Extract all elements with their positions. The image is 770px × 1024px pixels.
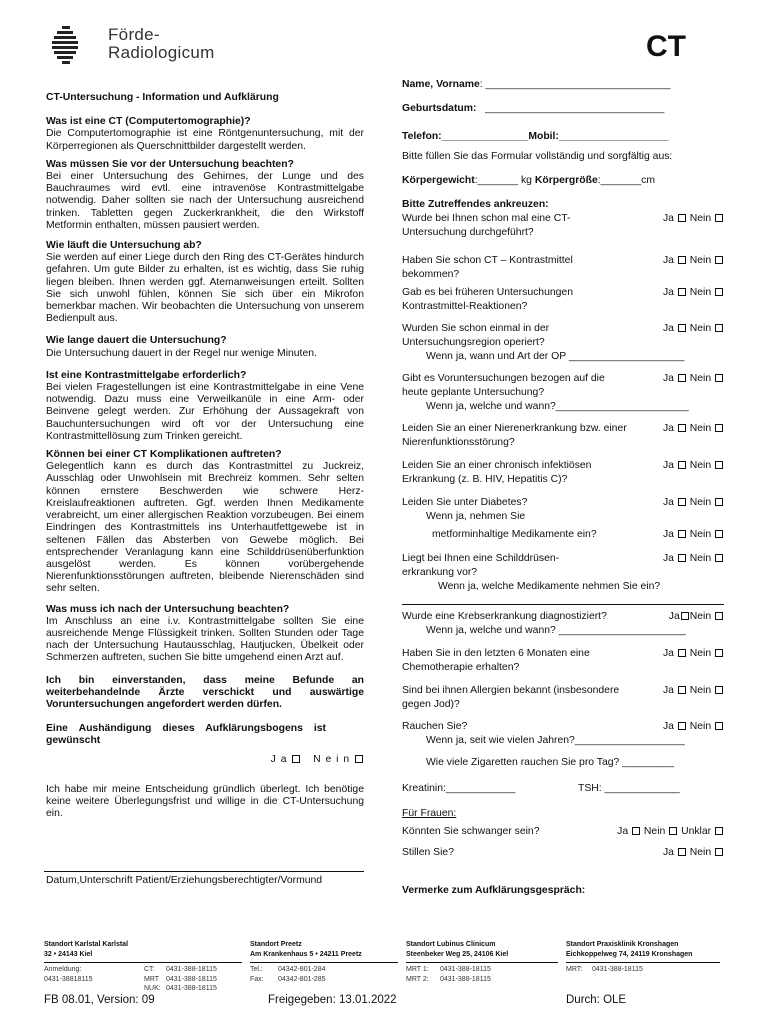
info-heading: CT-Untersuchung - Information und Aufklärung bbox=[46, 92, 279, 103]
section-answer: Sie werden auf einer Liege durch den Ring des CT-Gerätes hindurch gefahren. Um gute Bilder zu erhalten, ist es wichtig, dass Sie ruhig liegen bleiben. Ihnen werden ggf. Atemanweisungen erteilt. Sollten Sie sich unwohl fühlen, können Sie sich über ein Mikrofon bemerkbar machen. Wir beobachten die Untersuchung von unserem Bedienpult aus. bbox=[46, 252, 364, 325]
location-lubinus bbox=[406, 940, 558, 984]
section-question: Wie lange dauert die Untersuchung? bbox=[46, 335, 227, 347]
handout-statement: Eine Aushändigung dieses Aufklärungsbogens ist gewünscht bbox=[46, 723, 326, 747]
section-question: Können bei einer CT Komplikationen auftreten? bbox=[46, 449, 282, 461]
contact-number: 0431-388-18115 bbox=[166, 985, 217, 993]
form-version: FB 08.01, Version: 09 bbox=[44, 994, 155, 1006]
question-reactions bbox=[402, 286, 724, 314]
ja-label: Ja bbox=[662, 213, 674, 224]
info-section bbox=[46, 604, 364, 665]
nein-label: Nein bbox=[689, 287, 712, 298]
info-section bbox=[46, 159, 364, 232]
nein-checkbox[interactable] bbox=[715, 424, 723, 432]
ja-label: Ja bbox=[662, 423, 674, 434]
nein-checkbox[interactable] bbox=[715, 722, 723, 730]
logo-text bbox=[108, 26, 215, 62]
question-text: Könnten Sie schwanger sein? bbox=[402, 826, 540, 837]
nein-label: Nein bbox=[689, 685, 712, 696]
handout-ja-checkbox[interactable] bbox=[292, 755, 300, 763]
ja-checkbox[interactable] bbox=[678, 461, 686, 469]
section-question: Wie läuft die Untersuchung ab? bbox=[46, 240, 202, 252]
nein-checkbox[interactable] bbox=[715, 530, 723, 538]
question-metformin bbox=[402, 528, 724, 542]
contact-number: 0431-388-18115 bbox=[166, 966, 217, 973]
diabetes-sub-text: Wenn ja, nehmen Sie bbox=[426, 511, 526, 522]
question-text: Haben Sie schon CT – Kontrastmittel bekommen? bbox=[402, 255, 573, 280]
ja-label: Ja bbox=[662, 553, 674, 564]
ja-checkbox[interactable] bbox=[678, 374, 686, 382]
notes-label: Vermerke zum Aufklärungsgespräch: bbox=[402, 885, 586, 896]
ja-label: Ja bbox=[662, 648, 674, 659]
logo bbox=[52, 22, 252, 70]
answer-options bbox=[663, 528, 724, 542]
contact-label: MRT bbox=[144, 975, 160, 983]
question-text: Leiden Sie unter Diabetes? bbox=[402, 497, 528, 508]
ja-label: Ja bbox=[662, 847, 674, 858]
section-question: Was ist eine CT (Computertomographie)? bbox=[46, 116, 251, 128]
smoking-count-field[interactable]: Wie viele Zigaretten rauchen Sie pro Tag? _________ bbox=[426, 757, 675, 768]
nein-checkbox[interactable] bbox=[715, 848, 723, 856]
section-answer: Die Computertomographie ist eine Röntgenuntersuchung, mit der Körperregionen als Querschnittbilder dargestellt werden. bbox=[46, 128, 364, 152]
question-text: Sind bei ihnen Allergien bekannt (insbesondere gegen Jod)? bbox=[402, 685, 620, 710]
nein-label: Nein bbox=[689, 648, 712, 659]
question-text: Haben Sie in den letzten 6 Monaten eine Chemotherapie erhalten? bbox=[402, 648, 590, 673]
ja-label: Ja bbox=[662, 373, 674, 384]
nein-label: Nein bbox=[689, 213, 712, 224]
nein-checkbox[interactable] bbox=[715, 612, 723, 620]
nein-label: Nein bbox=[689, 373, 712, 384]
nein-label: Nein bbox=[643, 826, 666, 837]
question-text: Leiden Sie an einer chronisch infektiösen Erkrankung (z. B. HIV, Hepatitis C)? bbox=[402, 460, 592, 485]
location-header bbox=[406, 940, 558, 963]
weight-label: Körpergewicht bbox=[402, 175, 475, 186]
contact-label: Fax: bbox=[250, 975, 264, 983]
nein-checkbox[interactable] bbox=[715, 324, 723, 332]
lab-values[interactable] bbox=[402, 782, 724, 796]
nein-checkbox[interactable] bbox=[715, 649, 723, 657]
location-title: Standort Karlstal Karlstal bbox=[44, 941, 129, 948]
section-answer: Im Anschluss an eine i.v. Kontrastmittelgabe sollten Sie eine ausreichende Menge Flüssigkeit trinken. Sollten Stunden oder Tage nach der Untersuchung Hautausschlag, Hautjucken, Übelkeit oder Schmerzen auftreten, suchen Sie bitte umgehend einen Arzt auf. bbox=[46, 615, 364, 664]
ja-checkbox[interactable] bbox=[678, 554, 686, 562]
nein-label: Nein bbox=[689, 460, 712, 471]
question-text: Liegt bei Ihnen eine Schilddrüsen-erkrankung vor? bbox=[402, 553, 560, 578]
contact-line bbox=[250, 975, 398, 985]
contact-line bbox=[406, 965, 558, 975]
question-text: metforminhaltige Medikamente ein? bbox=[432, 529, 597, 540]
name-line: : ________________________________ bbox=[479, 79, 671, 90]
ja-checkbox[interactable] bbox=[678, 498, 686, 506]
nein-checkbox[interactable] bbox=[715, 374, 723, 382]
answer-options bbox=[669, 610, 724, 624]
handout-ja-label: J a bbox=[270, 753, 288, 765]
location-karlstal bbox=[44, 940, 242, 994]
ja-label: Ja bbox=[662, 721, 674, 732]
location-address: 32 • 24143 Kiel bbox=[44, 950, 93, 958]
info-section bbox=[46, 449, 364, 595]
unklar-checkbox[interactable] bbox=[715, 827, 723, 835]
ja-label: Ja bbox=[662, 497, 674, 508]
answer-options bbox=[663, 372, 724, 386]
question-surgery bbox=[402, 322, 724, 364]
nein-checkbox[interactable] bbox=[715, 686, 723, 694]
location-title: Standort Lubinus Clinicum bbox=[406, 941, 496, 948]
contact-label: Tel.: bbox=[250, 966, 263, 973]
ja-label: Ja bbox=[662, 323, 674, 334]
section-question: Was muss ich nach der Untersuchung beachten? bbox=[46, 603, 290, 615]
contact-number: 0431-388-18115 bbox=[440, 966, 491, 973]
birthdate-line: _______________________________ bbox=[485, 103, 665, 114]
contact-number: 0431-388-18115 bbox=[166, 975, 217, 983]
question-prev-ct bbox=[402, 212, 724, 240]
question-smoking bbox=[402, 720, 724, 748]
logo-line1: Förde- bbox=[108, 25, 160, 44]
question-text: Rauchen Sie? bbox=[402, 721, 468, 732]
info-column bbox=[46, 92, 364, 820]
location-address: Eichkoppelweg 74, 24119 Kronshagen bbox=[566, 950, 693, 958]
height-line: :_______cm bbox=[597, 175, 655, 186]
consent-statement: Ich bin einverstanden, dass meine Befunde an weiterbehandelnde Ärzte verschickt und auswärtige Voruntersuchungen angefordert werden dürfen. bbox=[46, 674, 364, 710]
ja-label: Ja bbox=[662, 287, 674, 298]
location-header bbox=[250, 940, 398, 963]
ja-label: Ja bbox=[662, 685, 674, 696]
answer-options bbox=[663, 254, 724, 268]
location-header bbox=[566, 940, 720, 963]
contact-label: MRT 2: bbox=[406, 975, 429, 983]
contact-label: 0431-38818115 bbox=[44, 975, 93, 983]
document-title: CT bbox=[646, 30, 686, 63]
answer-options bbox=[663, 212, 724, 226]
nein-checkbox[interactable] bbox=[715, 461, 723, 469]
answer-options bbox=[663, 286, 724, 300]
section-divider bbox=[402, 604, 724, 605]
contact-label: MRT 1: bbox=[406, 966, 429, 973]
released-by: Durch: OLE bbox=[566, 994, 627, 1006]
question-infection bbox=[402, 459, 724, 487]
height-label: Körpergröße bbox=[534, 175, 598, 186]
question-text: Leiden Sie an einer Nierenerkrankung bzw. einer Nierenfunktionsstörung? bbox=[402, 423, 627, 448]
women-section-label: Für Frauen: bbox=[402, 808, 457, 819]
question-text: Gab es bei früheren Untersuchungen Kontrastmittel-Reaktionen? bbox=[402, 287, 573, 312]
nein-label: Nein bbox=[689, 529, 712, 540]
ja-checkbox[interactable] bbox=[678, 324, 686, 332]
section-question: Ist eine Kontrastmittelgabe erforderlich? bbox=[46, 369, 247, 381]
contact-number: 0431-388-18115 bbox=[592, 966, 643, 973]
contact-line bbox=[44, 975, 242, 985]
ja-checkbox[interactable] bbox=[678, 214, 686, 222]
nein-checkbox[interactable] bbox=[715, 288, 723, 296]
question-pregnant bbox=[402, 825, 724, 839]
logo-line2: Radiologicum bbox=[108, 43, 215, 62]
section-answer: Bei einer Untersuchung des Gehirnes, der Lunge und des Bauchraumes wird evtl. eine intravenöse Kontrastmittelgabe notwendig. Daher sollten sie nach der Untersuchung ausreichend trinken. Tabletten gegen Zuckerkrankheit, die den Wirkstoff Metformin enthalten, müssen pausiert werden. bbox=[46, 171, 364, 231]
nein-checkbox[interactable] bbox=[715, 498, 723, 506]
release-date: Freigegeben: 13.01.2022 bbox=[268, 994, 397, 1006]
contact-label: CT: bbox=[144, 966, 155, 973]
decision-statement: Ich habe mir meine Entscheidung gründlich überlegt. Ich benötige keine weitere Überlegungsfrist und willige in die CT-Untersuchung ein. bbox=[46, 783, 364, 820]
section-answer: Gelegentlich kann es durch das Kontrastmittel zu Juckreiz, Ausschlag oder Unwohlsein mit Brechreiz kommen. Sehr selten können ernstere Beschwerden wie schwere Herz-Kreislaufreaktionen auftreten. Ggf. werden Ihnen Medikamente verabreicht, um einer allergischen Reaktion vorzubeugen. Bei einem Eindringen des Kontrastmittels ins Unterhautfettgewebe ist in seltenen Fällen das Absterben von Gewebe möglich. Bei entsprechender Veranlagung kann eine Schilddrüsenüberfunktion ausgelöst werden. Es können vorübergehende Nierenfunktionsstörungen auftreten, bleibende Nierenschäden sind sehr selten. bbox=[46, 461, 364, 595]
info-section bbox=[46, 370, 364, 443]
phone-field[interactable]: Telefon:_______________Mobil:___________________ bbox=[402, 131, 669, 142]
prev-exams-detail-field[interactable]: Wenn ja, welche und wann?_______________________ bbox=[426, 401, 689, 412]
contact-line bbox=[44, 965, 242, 975]
info-section bbox=[46, 240, 364, 325]
handout-nein-checkbox[interactable] bbox=[355, 755, 363, 763]
answer-options bbox=[663, 459, 724, 473]
name-field[interactable] bbox=[402, 78, 724, 92]
ja-checkbox[interactable] bbox=[678, 530, 686, 538]
ja-label: Ja bbox=[662, 460, 674, 471]
nein-label: Nein bbox=[689, 323, 712, 334]
tsh-field[interactable]: TSH: _____________ bbox=[578, 783, 680, 794]
nein-label: Nein bbox=[689, 847, 712, 858]
question-text: Wurde eine Krebserkrankung diagnostiziert? bbox=[402, 611, 607, 622]
smoking-years-field[interactable]: Wenn ja, seit wie vielen Jahren?___________________ bbox=[426, 735, 685, 746]
location-title: Standort Preetz bbox=[250, 941, 302, 948]
question-cancer bbox=[402, 610, 724, 638]
question-kidney bbox=[402, 422, 724, 450]
applicable-label: Bitte Zutreffendes ankreuzen: bbox=[402, 199, 549, 210]
contact-label: MRT: bbox=[566, 966, 583, 973]
section-question: Was müssen Sie vor der Untersuchung beachten? bbox=[46, 158, 294, 170]
contact-number: 04342-801-285 bbox=[278, 975, 326, 983]
ja-label: Ja bbox=[617, 826, 629, 837]
question-contrast bbox=[402, 254, 724, 282]
surgery-detail-field[interactable]: Wenn ja, wann und Art der OP ____________________ bbox=[426, 351, 685, 362]
answer-options bbox=[663, 846, 724, 860]
contact-number: 0431-388-18115 bbox=[440, 975, 491, 983]
ja-checkbox[interactable] bbox=[678, 686, 686, 694]
name-label: Name, Vorname bbox=[402, 79, 480, 90]
ja-label: Ja bbox=[662, 529, 674, 540]
question-thyroid bbox=[402, 552, 724, 594]
cancer-detail-field[interactable]: Wenn ja, welche und wann? ______________________ bbox=[426, 625, 686, 636]
nein-label: Nein bbox=[689, 497, 712, 508]
weight-height-field[interactable] bbox=[402, 174, 724, 188]
thyroid-medication-field[interactable]: Wenn ja, welche Medikamente nehmen Sie ein? bbox=[438, 581, 661, 592]
nein-label: Nein bbox=[689, 721, 712, 732]
location-address: Am Krankenhaus 5 • 24211 Preetz bbox=[250, 950, 362, 958]
location-address: Steenbeker Weg 25, 24106 Kiel bbox=[406, 950, 509, 958]
question-prev-exams bbox=[402, 372, 724, 414]
location-kronshagen bbox=[566, 940, 720, 975]
section-answer: Bei vielen Fragestellungen ist eine Kontrastmittelgabe in eine Vene notwendig. Dazu muss eine Verweilkanüle in eine Arm- oder Beinvene gelegt werden. Zur Erhöhung der Aussagekraft von Bauchuntersuchungen wird oft vor der Untersuchung eine Kontrastmittellösung zum Trinken gereicht. bbox=[46, 382, 364, 442]
location-preetz bbox=[250, 940, 398, 984]
ja-checkbox[interactable] bbox=[678, 649, 686, 657]
fill-hint: Bitte füllen Sie das Formular vollständig und sorgfältig aus: bbox=[402, 151, 673, 162]
location-header bbox=[44, 940, 242, 963]
question-diabetes bbox=[402, 496, 724, 524]
section-answer: Die Untersuchung dauert in der Regel nur wenige Minuten. bbox=[46, 347, 317, 359]
nein-checkbox[interactable] bbox=[715, 554, 723, 562]
ja-checkbox[interactable] bbox=[678, 256, 686, 264]
ja-label: Ja bbox=[662, 255, 674, 266]
nein-checkbox[interactable] bbox=[715, 214, 723, 222]
ja-checkbox[interactable] bbox=[678, 722, 686, 730]
nein-checkbox[interactable] bbox=[715, 256, 723, 264]
info-section bbox=[46, 335, 364, 359]
ja-checkbox[interactable] bbox=[632, 827, 640, 835]
question-chemo bbox=[402, 647, 724, 675]
answer-options bbox=[663, 322, 724, 336]
nein-checkbox[interactable] bbox=[669, 827, 677, 835]
question-text: Stillen Sie? bbox=[402, 847, 454, 858]
answer-options bbox=[663, 720, 724, 734]
kreatinin-field[interactable]: Kreatinin:____________ bbox=[402, 783, 516, 794]
info-section bbox=[46, 116, 364, 153]
question-text: Wurden Sie schon einmal in der Untersuchungsregion operiert? bbox=[402, 323, 550, 348]
handout-nein-label: N e i n bbox=[313, 753, 351, 765]
question-allergy bbox=[402, 684, 724, 712]
contact-line bbox=[44, 984, 242, 994]
answer-options bbox=[663, 552, 724, 566]
nein-label: Nein bbox=[689, 423, 712, 434]
weight-line: :_______ kg bbox=[474, 175, 532, 186]
nein-label: Nein bbox=[689, 553, 712, 564]
question-text: Wurde bei Ihnen schon mal eine CT-Untersuchung durchgeführt? bbox=[402, 213, 571, 238]
answer-options bbox=[663, 496, 724, 510]
contact-label: Anmeldung: bbox=[44, 966, 82, 973]
answer-options bbox=[663, 422, 724, 436]
ja-checkbox[interactable] bbox=[678, 288, 686, 296]
answer-options bbox=[617, 825, 724, 839]
nein-label: Nein bbox=[689, 611, 712, 622]
birthdate-field[interactable] bbox=[402, 102, 724, 116]
ja-label: Ja bbox=[668, 611, 680, 622]
ja-checkbox[interactable] bbox=[681, 612, 689, 620]
birthdate-label: Geburtsdatum: bbox=[402, 103, 477, 114]
ja-checkbox[interactable] bbox=[678, 848, 686, 856]
question-text: Gibt es Voruntersuchungen bezogen auf die heute geplante Untersuchung? bbox=[402, 373, 605, 398]
location-title: Standort Praxisklinik Kronshagen bbox=[566, 941, 679, 948]
contact-line bbox=[566, 965, 720, 975]
ja-checkbox[interactable] bbox=[678, 424, 686, 432]
logo-stripes-icon bbox=[52, 26, 82, 64]
handout-choice bbox=[46, 754, 364, 766]
nein-label: Nein bbox=[689, 255, 712, 266]
contact-number: 04342-801-284 bbox=[278, 966, 326, 973]
answer-options bbox=[663, 647, 724, 661]
contact-label: NUK: bbox=[144, 985, 161, 993]
signature-line[interactable] bbox=[44, 871, 364, 872]
question-breastfeeding bbox=[402, 846, 724, 860]
contact-line bbox=[250, 965, 398, 975]
answer-options bbox=[663, 684, 724, 698]
signature-label: Datum,Unterschrift Patient/Erziehungsberechtigter/Vormund bbox=[46, 875, 323, 886]
unklar-label: Unklar bbox=[681, 826, 712, 837]
contact-line bbox=[406, 975, 558, 985]
